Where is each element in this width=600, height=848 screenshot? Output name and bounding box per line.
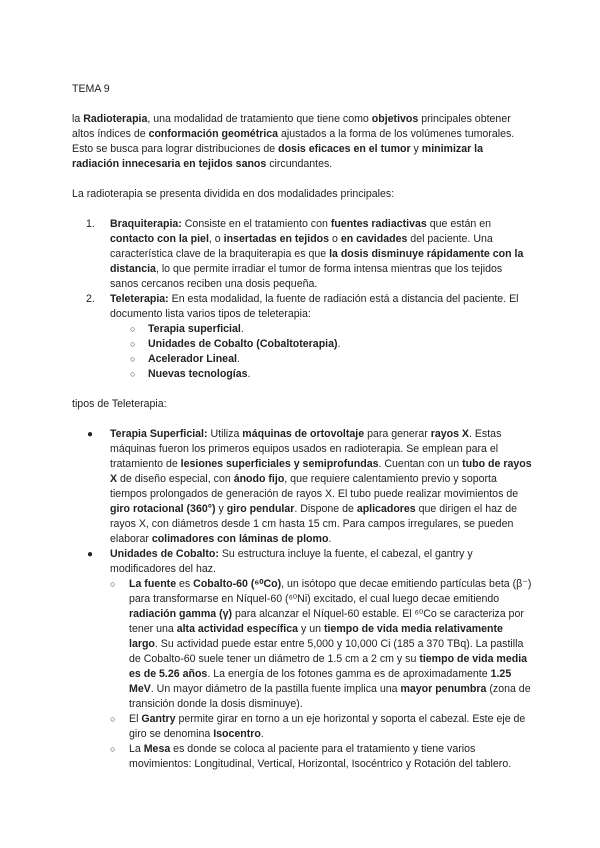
teleterapia-types-list bbox=[110, 322, 532, 382]
modalities-intro: La radioterapia se presenta dividida en dos modalidades principales: bbox=[72, 188, 395, 200]
circle-bullet-icon: ○ bbox=[130, 324, 136, 334]
text-run: . bbox=[328, 533, 332, 545]
text-run: principales obtener altos índices de bbox=[72, 113, 511, 140]
text-run: circundantes. bbox=[266, 158, 333, 170]
circle-bullet-icon: ○ bbox=[110, 579, 116, 589]
bold-text: en cavidades bbox=[340, 233, 408, 245]
tipos-heading: tipos de Teleterapia: bbox=[72, 398, 167, 410]
bold-text: minimizar la radiación innecesaria en tejidos sanos bbox=[72, 143, 484, 170]
text-run: El bbox=[129, 713, 142, 725]
bold-text: 1.25 MeV bbox=[129, 668, 512, 695]
bold-text: ánodo fijo bbox=[233, 473, 285, 485]
list-item-text bbox=[148, 338, 340, 350]
text-run: . Estas máquinas fueron los primeros equipos usados en radioterapia. Se emplean para el tratamiento de bbox=[110, 428, 502, 470]
bold-text: La fuente bbox=[129, 578, 177, 590]
bold-text: dosis eficaces en el tumor bbox=[278, 143, 411, 155]
text-run: que dirigen el haz de rayos X, con diámetros desde 1 cm hasta 15 cm. Para campos irregulares, se pueden elaborar bbox=[110, 503, 518, 545]
list-item bbox=[110, 367, 532, 382]
modalities-list bbox=[72, 217, 532, 382]
list-item-braquiterapia bbox=[72, 217, 532, 292]
list-number: 1. bbox=[86, 218, 95, 230]
text-run: , que requiere calentamiento previo y soporta tiempos prolongados de generación de rayos X. El tubo puede realizar movimientos de bbox=[110, 473, 519, 500]
text-run: . Su actividad puede estar entre 5,000 y 10,000 Ci (185 a 370 TBq). La pastilla de Cobalto-60 suele tener un diámetro de 1.5 cm a 2 cm y su bbox=[129, 638, 524, 665]
text-run: permite girar en torno a un eje horizontal y soporta el cabezal. Este eje de giro se denomina bbox=[129, 713, 526, 740]
bold-text: Unidades de Cobalto (Cobaltoterapia) bbox=[148, 338, 338, 350]
list-item bbox=[110, 352, 532, 367]
bold-text: la dosis disminuye rápidamente con la distancia bbox=[110, 248, 524, 275]
bold-text: conformación geométrica bbox=[148, 128, 279, 140]
list-item-text bbox=[129, 713, 525, 740]
list-item-text bbox=[110, 218, 523, 290]
text-run: Utiliza bbox=[207, 428, 243, 440]
bold-text: giro pendular bbox=[226, 503, 295, 515]
bold-text: Terapia superficial bbox=[148, 323, 241, 335]
list-item-terapia-superficial bbox=[72, 427, 532, 547]
bold-text: Gantry bbox=[141, 713, 176, 725]
list-item-text bbox=[148, 368, 250, 380]
text-run: , un isótopo que decae emitiendo partículas beta (β⁻) para transformarse en Níquel-60 (⁶⁰Ni) excitado, el cual luego decae emitiendo bbox=[129, 578, 532, 605]
list-item-text bbox=[110, 293, 519, 320]
bold-text: tiempo de vida media relativamente largo bbox=[129, 623, 503, 650]
text-run: . Dispone de bbox=[294, 503, 357, 515]
bold-text: Unidades de Cobalto: bbox=[110, 548, 219, 560]
list-item bbox=[110, 742, 532, 772]
bold-text: radiación gamma (γ) bbox=[129, 608, 233, 620]
bold-text: tiempo de vida media es de 5.26 años bbox=[129, 653, 528, 680]
list-item-text bbox=[148, 323, 244, 335]
bold-text: máquinas de ortovoltaje bbox=[242, 428, 365, 440]
text-run: Su estructura incluye la fuente, el cabezal, el gantry y modificadores del haz. bbox=[110, 548, 473, 575]
bold-text: Cobalto-60 (⁶⁰Co) bbox=[193, 578, 282, 590]
circle-bullet-icon: ○ bbox=[110, 714, 116, 724]
bold-text: giro rotacional (360°) bbox=[110, 503, 216, 515]
text-run: para generar bbox=[364, 428, 431, 440]
text-run: . Un mayor diámetro de la pastilla fuente implica una bbox=[150, 683, 401, 695]
bold-text: lesiones superficiales y semiprofundas bbox=[180, 458, 379, 470]
bold-text: Terapia Superficial: bbox=[110, 428, 208, 440]
cobalto-parts-list bbox=[110, 577, 532, 772]
bold-text: fuentes radiactivas bbox=[330, 218, 427, 230]
list-number: 2. bbox=[86, 293, 95, 305]
bold-text: contacto con la piel bbox=[110, 233, 209, 245]
text-run: ajustados a la forma de los volúmenes tumorales. Esto se busca para lograr distribuciones de bbox=[72, 128, 515, 155]
tipos-list bbox=[72, 427, 532, 772]
text-run: y un bbox=[298, 623, 324, 635]
text-run: La bbox=[129, 743, 144, 755]
bold-text: insertadas en tejidos bbox=[223, 233, 330, 245]
intro-paragraph bbox=[72, 112, 532, 172]
text-run: es bbox=[176, 578, 194, 590]
bold-text: Braquiterapia: bbox=[110, 218, 182, 230]
bold-text: Isocentro bbox=[213, 728, 261, 740]
text-run: , lo que permite irradiar el tumor de forma intensa mientras que los tejidos sanos cercanos reciben una dosis pequeña. bbox=[110, 263, 503, 290]
text-run: para alcanzar el Níquel-60 estable. El ⁶⁰Co se caracteriza por tener una bbox=[129, 608, 524, 635]
bold-text: Radioterapia bbox=[83, 113, 148, 125]
text-run: y bbox=[215, 503, 227, 515]
list-item-unidades-cobalto bbox=[72, 547, 532, 772]
text-run: que están en bbox=[426, 218, 492, 230]
text-run: del paciente. Una característica clave de la braquiterapia es que bbox=[110, 233, 493, 260]
list-item bbox=[110, 322, 532, 337]
text-run: . bbox=[247, 368, 251, 380]
text-run: . bbox=[240, 323, 244, 335]
bold-text: aplicadores bbox=[356, 503, 416, 515]
bold-text: tubo de rayos X bbox=[110, 458, 532, 485]
bold-text: Acelerador Lineal bbox=[148, 353, 237, 365]
text-run: , o bbox=[208, 233, 224, 245]
text-run: . bbox=[236, 353, 240, 365]
list-item-text bbox=[110, 548, 473, 575]
text-run: de diseño especial, con bbox=[117, 473, 234, 485]
text-run: o bbox=[329, 233, 341, 245]
text-run: (zona de transición donde la dosis disminuye). bbox=[129, 683, 531, 710]
text-run: . bbox=[260, 728, 264, 740]
list-item bbox=[110, 337, 532, 352]
bold-text: colimadores con láminas de plomo bbox=[151, 533, 329, 545]
text-run: . La energía de los fotones gamma es de aproximadamente bbox=[207, 668, 491, 680]
circle-bullet-icon: ○ bbox=[130, 369, 136, 379]
list-item-text bbox=[110, 428, 532, 545]
text-run: En esta modalidad, la fuente de radiación está a distancia del paciente. El documento lista varios tipos de teleterapia: bbox=[110, 293, 519, 320]
text-run: . bbox=[337, 338, 341, 350]
circle-bullet-icon: ○ bbox=[110, 744, 116, 754]
text-run: . Cuentan con un bbox=[378, 458, 463, 470]
text-run: Consiste en el tratamiento con bbox=[181, 218, 331, 230]
text-run: , una modalidad de tratamiento que tiene como bbox=[147, 113, 372, 125]
bold-text: objetivos bbox=[371, 113, 419, 125]
list-item-teleterapia bbox=[72, 292, 532, 382]
list-item-text bbox=[129, 578, 531, 710]
bullet-icon: ● bbox=[87, 429, 94, 440]
text-run: la bbox=[72, 113, 84, 125]
document-page bbox=[72, 82, 532, 772]
list-item bbox=[110, 577, 532, 712]
bold-text: Nuevas tecnologías bbox=[148, 368, 248, 380]
bold-text: alta actividad específica bbox=[176, 623, 299, 635]
page-title: TEMA 9 bbox=[72, 83, 110, 95]
bullet-icon: ● bbox=[87, 549, 94, 560]
list-item-text bbox=[129, 743, 511, 770]
bold-text: Mesa bbox=[143, 743, 171, 755]
list-item bbox=[110, 712, 532, 742]
list-item-text bbox=[148, 353, 240, 365]
text-run: y bbox=[410, 143, 422, 155]
text-run: es donde se coloca al paciente para el tratamiento y tiene varios movimientos: Longitudinal, Vertical, Horizontal, Isocéntrico y Rotación del tablero. bbox=[129, 743, 512, 770]
circle-bullet-icon: ○ bbox=[130, 339, 136, 349]
bold-text: Teleterapia: bbox=[110, 293, 169, 305]
bold-text: rayos X bbox=[430, 428, 469, 440]
bold-text: mayor penumbra bbox=[400, 683, 487, 695]
circle-bullet-icon: ○ bbox=[130, 354, 136, 364]
